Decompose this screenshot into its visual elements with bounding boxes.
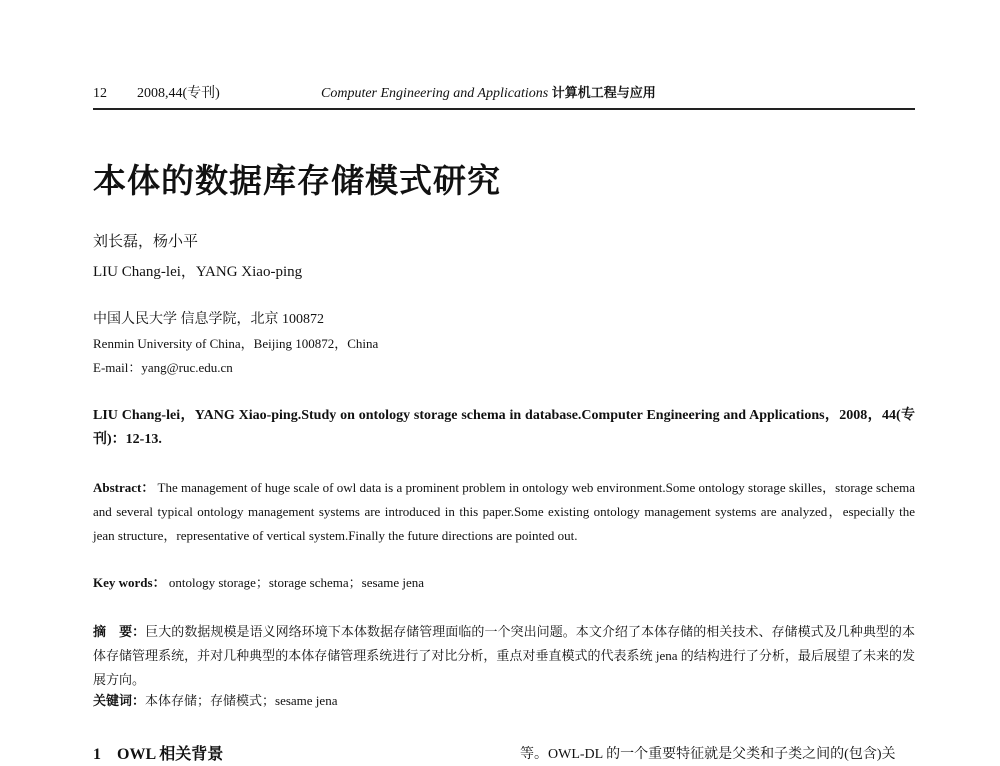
affiliation-en: Renmin University of China，Beijing 100872，China — [93, 336, 379, 351]
abstract-cn-label: 摘 要： — [93, 624, 146, 639]
keywords-en-text: ontology storage；storage schema；sesame jena — [168, 575, 425, 590]
affiliation-cn: 中国人民大学 信息学院，北京 100872 — [93, 312, 324, 327]
running-header — [93, 84, 915, 108]
abstract-en-text: The management of huge scale of owl data is a prominent problem in ontology web environment.Some ontology storage skilles，storage schema and several typical ontology management systems are introduced in this paper.Some existing ontology management systems are analyzed，especially the jean structure，representative of vertical system.Finally the future directions are pointed out. — [93, 480, 915, 543]
author-email: E-mail：yang@ruc.edu.cn — [93, 360, 233, 375]
journal-name — [321, 84, 656, 104]
keywords-cn-text: 本体存储；存储模式；sesame jena — [145, 693, 338, 708]
authors-en: LIU Chang-lei，YANG Xiao-ping — [93, 264, 303, 280]
journal-name-en: Computer Engineering and Applications — [321, 86, 549, 101]
header-rule — [93, 108, 915, 110]
citation: LIU Chang-lei，YANG Xiao-ping.Study on ontology storage schema in database.Computer Engineering and Applications，2008，44(专刊)：12-13. — [93, 408, 915, 447]
abstract-en — [93, 476, 915, 548]
column2-first-line: 等。OWL-DL 的一个重要特征就是父类和子类之间的(包含)关 — [520, 747, 896, 762]
abstract-cn — [93, 620, 915, 692]
keywords-cn — [93, 690, 915, 712]
journal-issue: 2008,44(专刊) — [137, 86, 220, 101]
section-heading: 1 OWL 相关背景 — [93, 746, 224, 763]
journal-name-cn: 计算机工程与应用 — [551, 86, 656, 101]
keywords-en — [93, 572, 915, 594]
abstract-cn-text: 巨大的数据规模是语义网络环境下本体数据存储管理面临的一个突出问题。本文介绍了本体存储的相关技术、存储模式及几种典型的本体存储管理系统，并对几种典型的本体存储管理系统进行了对比分析，重点对垂直模式的代表系统 jena 的结构进行了分析，最后展望了未来的发展方向。 — [93, 624, 915, 687]
abstract-en-label: Abstract： — [93, 480, 155, 495]
paper-title: 本体的数据库存储模式研究 — [93, 164, 501, 200]
authors-cn: 刘长磊，杨小平 — [93, 234, 199, 250]
keywords-cn-label: 关键词： — [93, 693, 146, 708]
keywords-en-label: Key words： — [93, 575, 166, 590]
page-number: 12 — [93, 86, 107, 101]
